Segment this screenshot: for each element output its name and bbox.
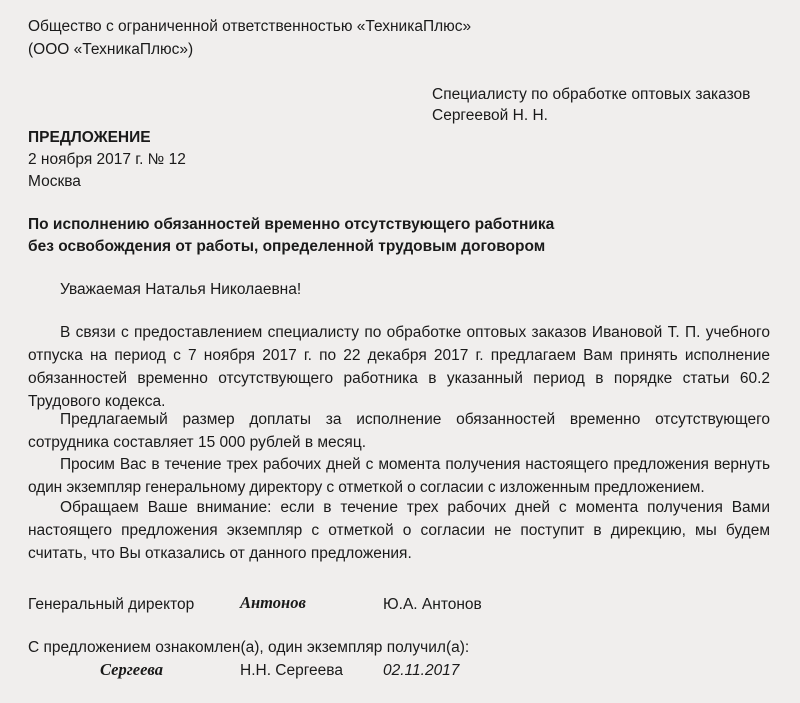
- acknowledgement-signature: Сергеева: [100, 660, 163, 679]
- body-paragraph: В связи с предоставлением специалисту по обработке оптовых заказов Ивановой Т. П. учебного отпуска на период с 7 ноября 2017 г. по 22 декабря 2017 г. предлагаем Вам принять исполнение обязанностей временно отсутствующего работника в указанный период в порядке статьи 60.2 Трудового кодекса.: [28, 324, 770, 410]
- subject-line-2: без освобождения от работы, определенной трудовым договором: [28, 238, 546, 255]
- org-short-name: (ООО «ТехникаПлюс»): [28, 41, 194, 58]
- acknowledgement-date: 02.11.2017: [383, 662, 460, 679]
- subject-line-1: По исполнению обязанностей временно отсутствующего работника: [28, 216, 555, 233]
- greeting: Уважаемая Наталья Николаевна!: [60, 281, 302, 298]
- body-paragraph: Предлагаемый размер доплаты за исполнение обязанностей временно отсутствующего сотрудника составляет 15 000 рублей в месяц.: [28, 411, 770, 451]
- acknowledgement-name: Н.Н. Сергеева: [240, 662, 343, 679]
- body-paragraph: Обращаем Ваше внимание: если в течение трех рабочих дней с момента получения Вами настоящего предложения экземпляр с отметкой о согласии не поступит в дирекцию, мы будем считать, что Вы отказались от данного предложения.: [28, 499, 770, 562]
- director-name: Ю.А. Антонов: [383, 596, 482, 613]
- director-title: Генеральный директор: [28, 596, 195, 613]
- document-date-number: 2 ноября 2017 г. № 12: [28, 151, 186, 168]
- body-paragraph: Просим Вас в течение трех рабочих дней с момента получения настоящего предложения вернуть один экземпляр генеральному директору с отметкой о согласии с изложенным предложением.: [28, 456, 770, 496]
- director-signature: Антонов: [240, 593, 306, 612]
- addressee-name: Сергеевой Н. Н.: [432, 107, 548, 124]
- addressee-position: Специалисту по обработке оптовых заказов: [432, 86, 751, 103]
- document-city: Москва: [28, 173, 81, 190]
- acknowledgement-text: С предложением ознакомлен(а), один экземпляр получил(а):: [28, 639, 470, 656]
- document-type: ПРЕДЛОЖЕНИЕ: [28, 129, 151, 146]
- org-full-name: Общество с ограниченной ответственностью «ТехникаПлюс»: [28, 18, 472, 35]
